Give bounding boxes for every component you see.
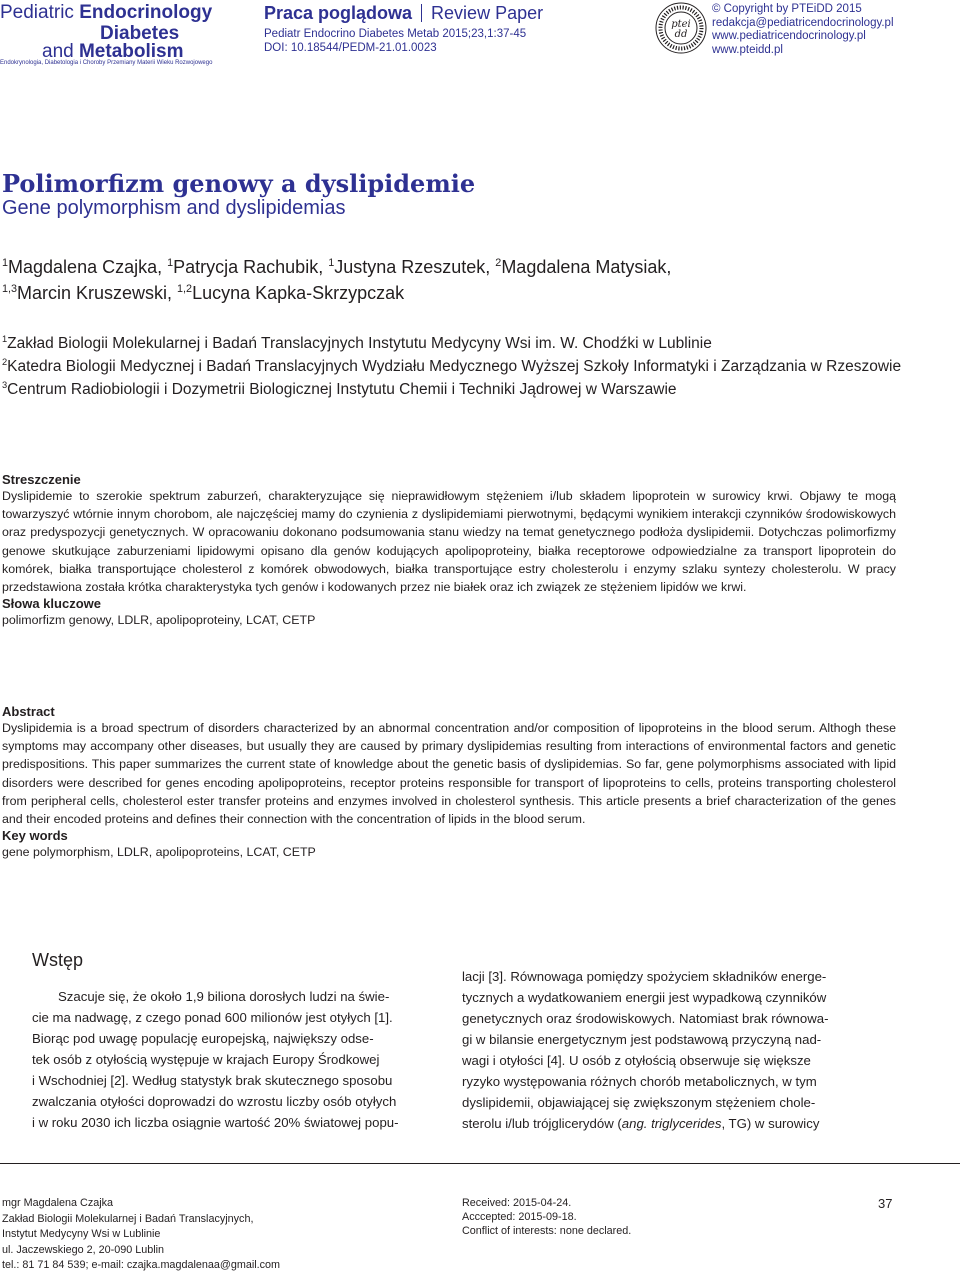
- text-line: dyslipidemii, objawiającej się zwiększonym stężeniem chole-: [462, 1095, 816, 1110]
- text-line: zwalczania otyłości doprowadzi do wzrostu liczby osób otyłych: [32, 1094, 397, 1109]
- text-line: [462, 1113, 896, 1134]
- author-affiliation-sup: 1: [167, 257, 174, 269]
- citation: Pediatr Endocrino Diabetes Metab 2015;23,1:37-45: [264, 28, 527, 40]
- affiliation-text: Katedra Biologii Medycznej i Badań Translacyjnych Wydziału Medycznego Wyższej Szkoły Informatyki i Zarządzania w Rzeszowie: [7, 358, 902, 375]
- author-name: Marcin Kruszewski,: [17, 283, 178, 303]
- correspondence-line: ul. Jaczewskiego 2, 20-090 Lublin: [2, 1243, 165, 1256]
- affiliation-item: [2, 378, 912, 401]
- text-line: i w roku 2030 ich liczba osiągnie wartość 20% światowej popu-: [32, 1115, 399, 1130]
- paper-type-separator: [421, 4, 422, 22]
- streszczenie-text: Dyslipidemie to szerokie spektrum zaburzeń, charakteryzujące się nieprawidłowym stężeniem i/lub składem lipoprotein w surowicy krwi. Objawy te mogą towarzyszyć wtórnie innym chorobom, ale najczęściej mamy do czynienia z dyslipidemiami pierwotnymi, będącymi wynikiem interakcji czynników środowiskowych oraz predyspozycji genetycznych. W opracowaniu dokonano podsumowania stanu wiedzy na temat genetycznego podłoża dyslipidemii. Dotychczas polimorfizmy genowe skutkujące zaburzeniami lipidowymi opisano dla genów kodujących apolipoproteiny, białka receptorowe odpowiedzialne za transport lipoprotein do komórek, białka transportujące cholesterol z komórek obwodowych, białka transportujące estry cholesterolu i enzymy szlaku syntezy cholesterolu. W pracy przedstawiona została krótka charakterystyka tych genów i kodowanych przez nie białek oraz ich związek ze stężeniem lipidów we krwi.: [2, 489, 896, 595]
- author-list: [2, 254, 671, 306]
- accepted-date: Acccepted: 2015-09-18.: [462, 1211, 577, 1223]
- text-line: cie ma nadwagę, z czego ponad 600 milionów jest otyłych [1].: [32, 1010, 393, 1025]
- slowa-kluczowe-heading: Słowa kluczowe: [2, 596, 101, 612]
- author-affiliation-sup: 1: [328, 257, 335, 269]
- conflict-of-interest: Conflict of interests: none declared.: [462, 1225, 632, 1237]
- streszczenie-heading: Streszczenie: [2, 472, 81, 487]
- correspondence-line: Zakład Biologii Molekularnej i Badań Translacyjnych,: [2, 1212, 254, 1225]
- author-affiliation-sup: 1: [2, 257, 9, 269]
- received-date: Received: 2015-04-24.: [462, 1197, 572, 1209]
- author-name: Justyna Rzeszutek,: [334, 257, 496, 277]
- affiliation-item: [2, 355, 912, 378]
- text-line: genetycznych oraz środowiskowych. Natomiast brak równowa-: [462, 1011, 829, 1026]
- author-line-1: [2, 254, 671, 280]
- abstract-heading: Abstract: [2, 704, 55, 719]
- copyright: © Copyright by PTEiDD 2015: [712, 3, 862, 15]
- author-name: Lucyna Kapka-Skrzypczak: [192, 283, 405, 303]
- correspondence-line: mgr Magdalena Czajka: [2, 1197, 114, 1209]
- intro-heading: Wstęp: [32, 950, 84, 970]
- society-seal-icon: [655, 2, 707, 54]
- contact-block: [712, 3, 894, 57]
- logo-and: and: [42, 41, 79, 62]
- text-segment: sterolu i/lub trójglicerydów (: [462, 1116, 622, 1131]
- text-line: gi w bilansie energetycznym jest podstawową przyczyną nad-: [462, 1032, 822, 1047]
- logo-pediatric: Pediatric: [0, 2, 80, 23]
- dates-block: [462, 1196, 631, 1238]
- logo-metabolism: Metabolism: [78, 41, 184, 62]
- author-name: Magdalena Matysiak,: [501, 257, 672, 277]
- society-website-link[interactable]: www.pteidd.pl: [712, 43, 783, 56]
- doi: DOI: 10.18544/PEDM-21.01.0023: [264, 42, 437, 54]
- text-line: tycznych a wydatkowaniem energii jest wypadkową czynników: [462, 990, 827, 1005]
- abstract-text: Dyslipidemia is a broad spectrum of disorders characterized by an abnormal concentration and/or composition of lipoproteins in the blood serum. Althogh these symptoms may accompany other diseases, but usually they are caused by primary dyslipidemias resulting from interactions of environmental factors and genetic predispositions. This paper summarizes the current state of knowledge about the genetic basis of dyslipidemias. So far, gene polymorphisms associated with lipid disorders were described for genes encoding apolipoproteins, receptor proteins responsible for transport of lipoproteins to cells, proteins transporting cholesterol from peripheral cells, cholesterol ester transfer proteins and enzymes involved in cholesterol synthesis. This article presents a brief characterization of the genes and their encoded proteins and defines their connection with the concentration of lipids in the blood serum.: [2, 721, 896, 827]
- author-affiliation-sup: 1,3: [2, 283, 18, 295]
- text-segment: , TG) w surowicy: [721, 1116, 820, 1131]
- journal-logo-line3: [42, 41, 184, 62]
- text-line: tek osób z otyłością występuje w krajach Europy Środkowej: [32, 1052, 380, 1067]
- abstract-en-section: [2, 704, 896, 861]
- text-line: lacji [3]. Równowaga pomiędzy spożyciem składników energe-: [462, 969, 827, 984]
- author-name: Magdalena Czajka,: [8, 257, 168, 277]
- text-line: Biorąc pod uwagę populację europejską, największy odse-: [32, 1031, 374, 1046]
- author-name: Patrycja Rachubik,: [173, 257, 329, 277]
- text-italic-segment: ang. triglycerides: [621, 1116, 722, 1131]
- svg-text:dd: dd: [674, 29, 688, 40]
- footer-divider: [0, 1163, 960, 1164]
- text-line: ryzyko występowania różnych chorób metabolicznych, w tym: [462, 1074, 817, 1089]
- key-words-heading: Key words: [2, 828, 68, 844]
- citation-block: [264, 27, 526, 55]
- abstract-pl-section: [2, 472, 896, 629]
- key-words-text: gene polymorphism, LDLR, apolipoproteins, LCAT, CETP: [2, 845, 316, 860]
- svg-text:ptei: ptei: [671, 19, 691, 30]
- author-line-2: [2, 280, 671, 306]
- correspondence-line: tel.: 81 71 84 539; e-mail: czajka.magdalenaa@gmail.com: [2, 1259, 281, 1271]
- affiliation-sup: 1: [2, 333, 8, 344]
- paper-type-en: Review Paper: [431, 3, 544, 23]
- affiliation-sup: 3: [2, 379, 8, 390]
- page-number: 37: [878, 1196, 893, 1211]
- journal-logo-line1: [0, 2, 212, 24]
- affiliation-text: Centrum Radiobiologii i Dozymetrii Biologicznej Instytutu Chemii i Techniki Jądrowej w Warszawie: [7, 381, 677, 398]
- article-title-pl: Polimorfizm genowy a dyslipidemie: [2, 169, 476, 198]
- article-title-en: Gene polymorphism and dyslipidemias: [2, 197, 346, 219]
- affiliation-sup: 2: [2, 356, 8, 367]
- correspondence-block: [2, 1196, 280, 1274]
- affiliation-item: [2, 332, 912, 355]
- journal-logo-line2: Diabetes: [100, 23, 180, 44]
- paper-type-pl: Praca poglądowa: [264, 3, 413, 23]
- journal-website-link[interactable]: www.pediatricendocrinology.pl: [712, 30, 866, 42]
- paper-type: [264, 3, 543, 24]
- logo-endocrinology: Endocrinology: [79, 2, 213, 23]
- text-line: Szacuje się, że około 1,9 biliona dorosłych ludzi na świe-: [58, 989, 390, 1004]
- author-affiliation-sup: 1,2: [177, 283, 193, 295]
- journal-tagline: Endokrynologia, Diabetologia i Choroby Przemiany Materii Wieku Rozwojowego: [0, 60, 213, 66]
- correspondence-line: Instytut Medycyny Wsi w Lublinie: [2, 1228, 161, 1240]
- intro-left-column: [32, 986, 434, 1133]
- affiliation-list: [2, 332, 912, 401]
- text-line: wagi i otyłości [4]. U osób z otyłością obserwuje się większe: [462, 1053, 811, 1068]
- journal-email[interactable]: redakcja@pediatricendocrinology.pl: [712, 16, 894, 29]
- affiliation-text: Zakład Biologii Molekularnej i Badań Translacyjnych Instytutu Medycyny Wsi im. W. Chodźki w Lublinie: [7, 335, 712, 352]
- intro-right-column: [462, 966, 896, 1134]
- author-affiliation-sup: 2: [495, 257, 502, 269]
- text-line: i Wschodniej [2]. Według statystyk brak skutecznego sposobu: [32, 1073, 393, 1088]
- slowa-kluczowe-text: polimorfizm genowy, LDLR, apolipoproteiny, LCAT, CETP: [2, 613, 316, 628]
